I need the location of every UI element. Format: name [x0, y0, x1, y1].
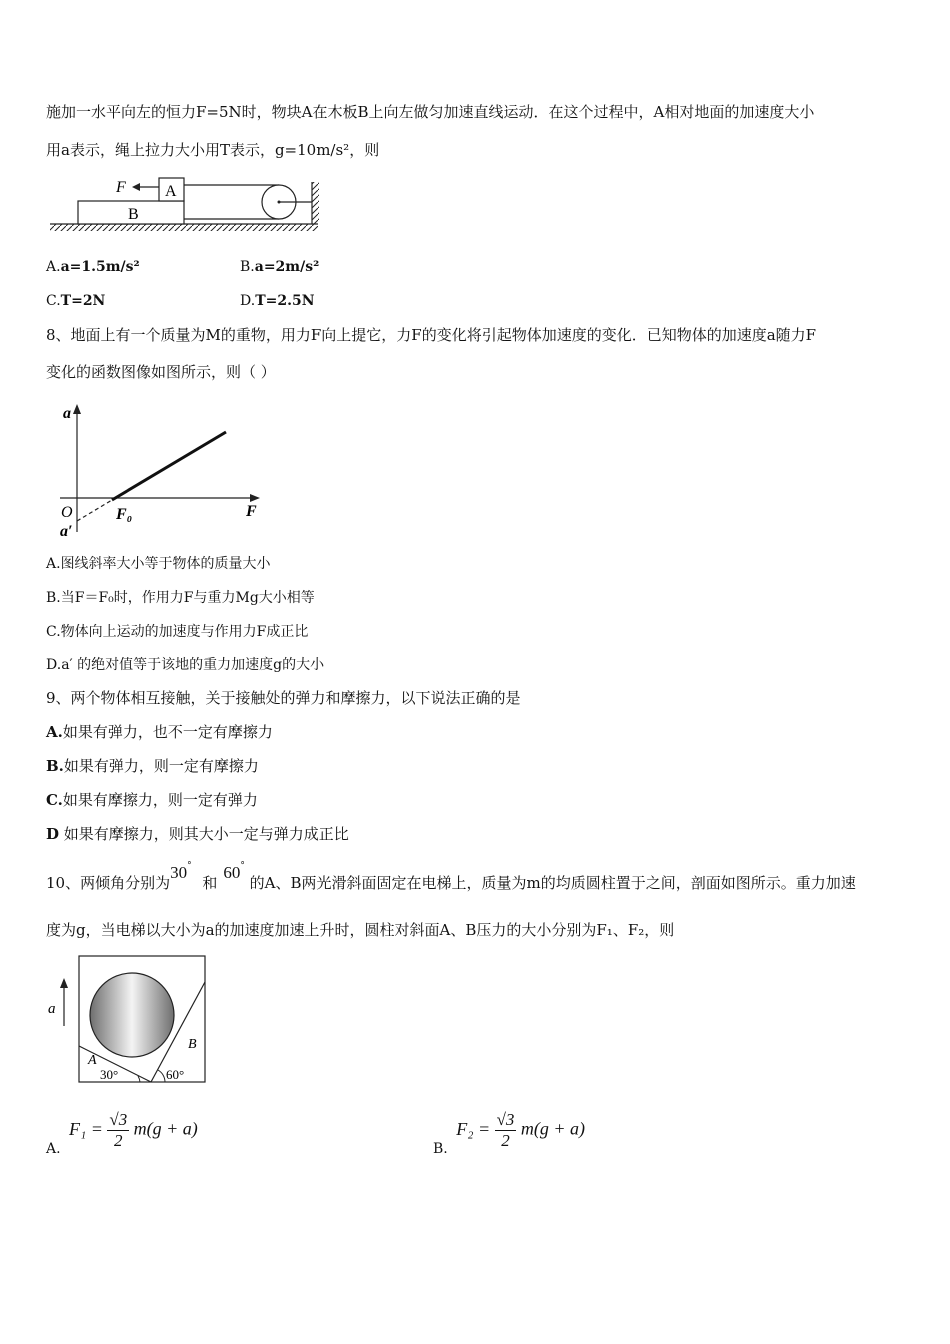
axis-label-a: a	[63, 405, 71, 422]
q8-stem-line1: 8、地面上有一个质量为M的重物，用力F向上提它，力F的变化将引起物体加速度的变化．已知物体的加速度a随力F	[46, 326, 817, 344]
angle-30-label: 30°	[100, 1067, 119, 1082]
q7-option-a: A.a=1.5m/s²	[46, 259, 140, 275]
angle-60-label: 60°	[166, 1067, 185, 1082]
q7-option-c: C.T=2N	[46, 293, 106, 309]
label-a: A	[165, 183, 177, 200]
q10-option-b: B. F₂ = $\frac{√3}{2}$ m(g + a)	[433, 1110, 585, 1157]
q7-option-b: B.a=2m/s²	[240, 259, 320, 275]
q7-figure	[48, 172, 323, 238]
q8-graph	[50, 400, 270, 540]
angle-60: 60	[223, 863, 241, 882]
q10-option-a: A. F₁ = $\frac{√3}{2}$ m(g + a)	[46, 1110, 198, 1157]
q10-stem-line2: 度为g，当电梯以大小为a的加速度加速上升时，圆柱对斜面A、B压力的大小分别为F₁、F₂，则	[46, 921, 675, 939]
graph-line	[112, 432, 226, 500]
label-slope-b: B	[188, 1037, 197, 1052]
intercept-label: a′	[60, 523, 73, 540]
q9-option-d: D 如果有摩擦力，则其大小一定与弹力成正比	[46, 825, 349, 843]
q8-option-b: B.当F＝F₀时，作用力F与重力Mg大小相等	[46, 590, 315, 606]
q9-option-c: C.如果有摩擦力，则一定有弹力	[46, 791, 258, 809]
q7-option-d: D.T=2.5N	[240, 293, 315, 309]
label-slope-a: A	[88, 1053, 97, 1068]
graph-dashed-extension	[77, 500, 112, 521]
q8-option-a: A.图线斜率大小等于物体的质量大小	[46, 556, 271, 572]
q9-option-a: A.如果有弹力，也不一定有摩擦力	[46, 723, 273, 741]
axis-label-f: F	[246, 503, 257, 520]
q8-option-d: D.a′ 的绝对值等于该地的重力加速度g的大小	[46, 657, 325, 673]
q8-stem-line2: 变化的函数图像如图所示，则（ ）	[46, 363, 276, 381]
accel-label: a	[48, 1001, 56, 1017]
q9-stem: 9、两个物体相互接触，关于接触处的弹力和摩擦力，以下说法正确的是	[46, 689, 521, 707]
q8-option-c: C.物体向上运动的加速度与作用力F成正比	[46, 624, 309, 640]
label-b: B	[128, 206, 139, 223]
angle-30: 30	[170, 863, 188, 882]
origin-label: O	[61, 504, 73, 521]
cylinder	[90, 973, 174, 1057]
q7-stem-line2: 用a表示，绳上拉力大小用T表示，g=10m/s²，则	[46, 141, 380, 159]
q7-stem-line1: 施加一水平向左的恒力F=5N时，物块A在木板B上向左做匀加速直线运动．在这个过程中，A相对地面的加速度大小	[46, 103, 815, 121]
q9-option-b: B.如果有弹力，则一定有摩擦力	[46, 757, 259, 775]
q10-figure	[40, 952, 212, 1087]
q10-stem-line1: 10、两倾角分别为30° 和60° 的A、B两光滑斜面固定在电梯上，质量为m的均质圆柱置于之间，剖面如图所示。重力加速	[46, 861, 856, 892]
label-f: F	[116, 179, 126, 196]
f0-label: F₀	[116, 506, 133, 523]
